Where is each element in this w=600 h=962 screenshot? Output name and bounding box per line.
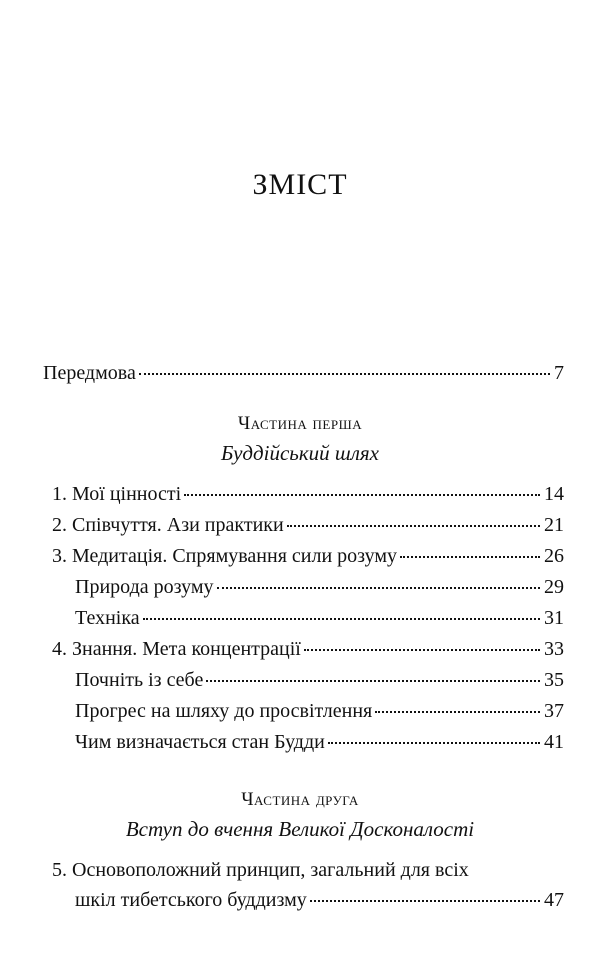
part-subtitle: Буддійський шлях [220, 441, 379, 465]
toc-entry[interactable] [52, 514, 564, 537]
toc-entry-label: шкіл тибетського буддизму [75, 889, 307, 911]
toc-entry[interactable] [52, 483, 564, 506]
toc-entry-label: Почніть із себе [75, 669, 204, 691]
dot-leader [184, 494, 540, 496]
toc-entry-label: 4. Знання. Мета концентрації [52, 638, 301, 660]
toc-page-number: 47 [544, 889, 564, 911]
toc-subentry[interactable] [75, 607, 564, 630]
toc-entry-label: Прогрес на шляху до просвітлення [75, 700, 373, 722]
dot-leader [139, 373, 550, 375]
toc-page-number: 41 [544, 731, 564, 753]
toc-subentry[interactable] [75, 731, 564, 754]
dot-leader [328, 742, 540, 744]
part-subtitle: Вступ до вчення Великої Досконалості [125, 817, 475, 841]
toc-entry-label: Чим визначається стан Будди [75, 731, 325, 753]
dot-leader [310, 900, 540, 902]
toc-page-number: 14 [544, 483, 564, 505]
toc-page-number: 37 [544, 700, 564, 722]
toc-entry-label: Передмова [43, 362, 136, 384]
toc-page-number: 31 [544, 607, 564, 629]
toc-page-number: 26 [544, 545, 564, 567]
toc-entry[interactable] [52, 545, 564, 568]
dot-leader [143, 618, 540, 620]
toc-page-number: 7 [554, 362, 564, 384]
toc-entry-label: 1. Мої цінності [52, 483, 182, 505]
dot-leader [287, 525, 540, 527]
dot-leader [375, 711, 540, 713]
toc-entry-label: Техніка [75, 607, 140, 629]
page-title: ЗМІСТ [252, 168, 348, 201]
toc-page-number: 29 [544, 576, 564, 598]
toc-entry-label: 2. Співчуття. Ази практики [52, 514, 284, 536]
toc-page-number: 35 [544, 669, 564, 691]
toc-entry[interactable] [52, 638, 564, 661]
dot-leader [400, 556, 540, 558]
toc-subentry[interactable] [75, 700, 564, 723]
part-heading: Частина друга [241, 789, 359, 810]
dot-leader [206, 680, 540, 682]
toc-entry-first-line[interactable]: 5. Основоположний принцип, загальний для всіх [52, 859, 469, 881]
toc-subentry[interactable] [75, 576, 564, 599]
toc-entry-preface[interactable] [43, 362, 564, 385]
toc-entry-label: Природа розуму [75, 576, 214, 598]
toc-page-number: 21 [544, 514, 564, 536]
toc-page-number: 33 [544, 638, 564, 660]
toc-entry-label: 3. Медитація. Спрямування сили розуму [52, 545, 398, 567]
toc-subentry[interactable] [75, 669, 564, 692]
dot-leader [217, 587, 541, 589]
part-heading: Частина перша [237, 413, 363, 434]
dot-leader [304, 649, 540, 651]
toc-entry[interactable] [75, 889, 564, 912]
